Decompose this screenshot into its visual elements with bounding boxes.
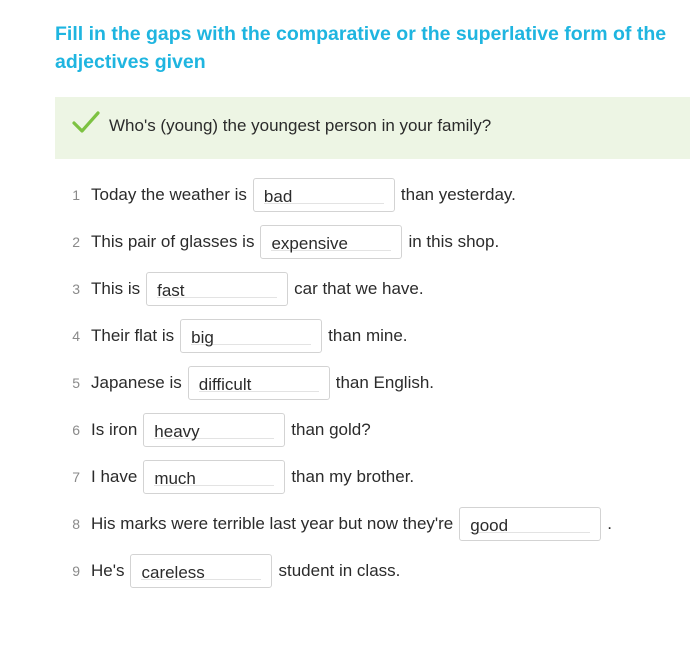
item-number: 8 (72, 516, 80, 532)
text-after-gap: student in class. (278, 561, 401, 580)
answer-input[interactable] (143, 413, 285, 447)
exercise-item-1 (66, 178, 516, 212)
text-after-gap: than gold? (291, 420, 371, 439)
text-before-gap: His marks were terrible last year but now they're (91, 514, 454, 533)
exercise-item-2 (66, 225, 499, 259)
text-before-gap: Today the weather is (91, 185, 247, 204)
check-icon (72, 110, 100, 134)
text-after-gap: than mine. (328, 326, 408, 345)
text-after-gap: car that we have. (294, 279, 424, 298)
answer-input[interactable] (459, 507, 601, 541)
item-number: 2 (72, 234, 80, 250)
exercise-item-5 (66, 366, 434, 400)
item-number: 5 (72, 375, 80, 391)
text-after-gap: . (607, 514, 612, 533)
exercise-item-8 (66, 507, 612, 541)
item-number: 6 (72, 422, 80, 438)
example-sentence: Who's (young) the youngest person in your family? (109, 116, 492, 135)
answer-input[interactable] (253, 178, 395, 212)
text-before-gap: He's (91, 561, 125, 580)
exercise-item-3 (66, 272, 424, 306)
answer-input[interactable] (143, 460, 285, 494)
answer-input[interactable] (146, 272, 288, 306)
text-after-gap: than my brother. (291, 467, 415, 486)
text-before-gap: Is iron (91, 420, 138, 439)
example-box (55, 97, 690, 159)
item-number: 9 (72, 563, 80, 579)
text-before-gap: This pair of glasses is (91, 232, 255, 251)
text-before-gap: This is (91, 279, 141, 298)
answer-input[interactable] (130, 554, 272, 588)
exercise-item-7 (66, 460, 414, 494)
text-after-gap: than yesterday. (400, 185, 516, 204)
answer-input[interactable] (180, 319, 322, 353)
item-number: 1 (72, 187, 80, 203)
exercise-item-6 (66, 413, 371, 447)
exercise-title: Fill in the gaps with the comparative or the superlative form of the adjectives given (55, 23, 667, 73)
item-number: 3 (72, 281, 80, 297)
text-after-gap: than English. (335, 373, 435, 392)
text-before-gap: Their flat is (91, 326, 175, 345)
item-number: 4 (72, 328, 80, 344)
answer-input[interactable] (260, 225, 402, 259)
exercise-item-4 (66, 319, 408, 353)
text-before-gap: I have (91, 467, 138, 486)
answer-input[interactable] (188, 366, 330, 400)
item-number: 7 (72, 469, 80, 485)
text-after-gap: in this shop. (408, 232, 500, 251)
text-before-gap: Japanese is (91, 373, 182, 392)
exercise-item-9 (66, 554, 400, 588)
